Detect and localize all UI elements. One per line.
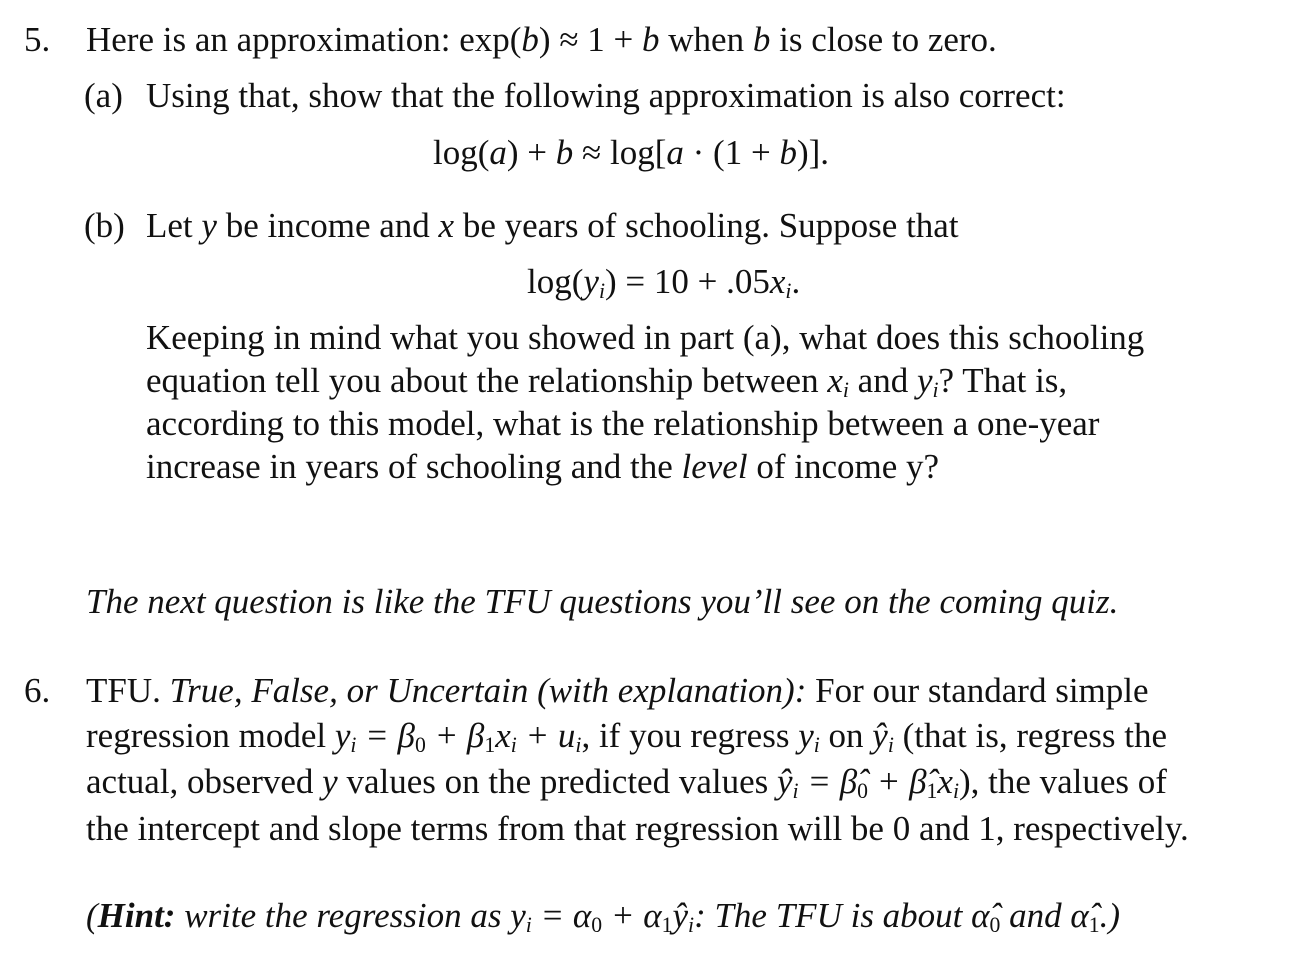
paragraph-text: of income y? bbox=[747, 447, 940, 486]
math-var: a bbox=[489, 133, 507, 172]
eq-text: ) = 10 + .05 bbox=[604, 262, 770, 301]
emphasis-word: level bbox=[681, 447, 748, 486]
q5-intro-text: ) ≈ 1 + bbox=[538, 20, 643, 59]
q5a-equation bbox=[433, 135, 829, 170]
eq-text: ) + bbox=[506, 133, 556, 172]
q5b-text-part: be income and bbox=[216, 206, 439, 245]
math-var: a bbox=[666, 133, 684, 172]
math-var: = α bbox=[531, 896, 592, 935]
math-var: y bbox=[798, 716, 814, 755]
math-subscript: i bbox=[813, 732, 820, 757]
math-subscript: 1 bbox=[484, 732, 496, 757]
q5b-paragraph-line-4 bbox=[146, 449, 939, 484]
q5b-paragraph-line-2 bbox=[146, 361, 1068, 402]
math-subscript: 0 bbox=[989, 912, 1001, 937]
math-var: x bbox=[495, 716, 511, 755]
math-subscript: 1 bbox=[661, 912, 673, 937]
q6-line-2 bbox=[86, 716, 1167, 757]
paragraph-text: equation tell you about the relationship between bbox=[146, 361, 828, 400]
q5b-text bbox=[146, 208, 959, 243]
eq-text: log( bbox=[527, 262, 584, 301]
math-var: + β̂ bbox=[867, 762, 927, 801]
math-var: y bbox=[322, 762, 338, 801]
math-var: + α bbox=[602, 896, 662, 935]
q5b-equation bbox=[527, 262, 801, 303]
eq-text: ≈ log[ bbox=[573, 133, 667, 172]
math-var: b bbox=[752, 20, 771, 59]
q6-number: 6. bbox=[24, 671, 51, 710]
math-var: ŷ bbox=[777, 762, 793, 801]
math-subscript: i bbox=[785, 278, 792, 303]
q5-intro bbox=[86, 22, 997, 57]
q6-text: For our standard simple bbox=[806, 671, 1149, 710]
q5b-text-part: be years of schooling. Suppose that bbox=[454, 206, 959, 245]
q6-text: values on the predicted values bbox=[337, 762, 777, 801]
hint-text: and bbox=[1000, 896, 1071, 935]
q5b-paragraph-line-3: according to this model, what is the relationship between a one-year bbox=[146, 404, 1100, 443]
math-var: α̂ bbox=[1070, 896, 1089, 935]
math-subscript: i bbox=[952, 778, 959, 803]
math-subscript: 1 bbox=[926, 778, 938, 803]
math-var: b bbox=[521, 20, 539, 59]
math-subscript: i bbox=[598, 278, 605, 303]
eq-text: )]. bbox=[796, 133, 830, 172]
math-var: = β̂ bbox=[798, 762, 858, 801]
math-subscript: 0 bbox=[857, 778, 868, 803]
q5-intro-text: Here is an approximation: exp( bbox=[86, 20, 522, 59]
math-var: x bbox=[937, 762, 953, 801]
q5-intro-text: when bbox=[659, 20, 753, 59]
eq-text: . bbox=[791, 262, 801, 301]
q6-text: , if you regress bbox=[581, 716, 799, 755]
paragraph-text: ? That is, bbox=[938, 361, 1068, 400]
hint-text: write the regression as bbox=[175, 896, 511, 935]
math-subscript: i bbox=[688, 912, 695, 937]
hint-text: : The TFU is about bbox=[694, 896, 972, 935]
q6-text: ), the values of bbox=[958, 762, 1167, 801]
math-subscript: i bbox=[575, 732, 582, 757]
math-var: b bbox=[779, 133, 797, 172]
q5-intro-text: is close to zero. bbox=[770, 20, 997, 59]
math-var: + β bbox=[425, 716, 485, 755]
math-var: y bbox=[583, 262, 599, 301]
q6-line-3 bbox=[86, 762, 1167, 803]
hint-label: Hint: bbox=[97, 896, 176, 935]
math-subscript: i bbox=[842, 377, 849, 402]
math-subscript: i bbox=[525, 912, 532, 937]
q6-line-1 bbox=[86, 673, 1149, 708]
eq-text: · (1 + bbox=[683, 133, 780, 172]
math-var: b bbox=[555, 133, 574, 172]
tfu-note: The next question is like the TFU questions you’ll see on the coming quiz. bbox=[86, 582, 1119, 621]
paragraph-text: increase in years of schooling and the bbox=[146, 447, 682, 486]
q6-italic-text: True, False, or Uncertain (with explanation): bbox=[169, 671, 807, 710]
math-var: y bbox=[916, 361, 933, 400]
q5a-label: (a) bbox=[84, 76, 123, 115]
math-subscript: i bbox=[510, 732, 517, 757]
q5b-text-part: Let bbox=[146, 206, 202, 245]
math-var: + u bbox=[516, 716, 576, 755]
math-subscript: i bbox=[350, 732, 357, 757]
eq-text: log( bbox=[433, 133, 490, 172]
q5-number: 5. bbox=[24, 20, 51, 59]
q6-text: TFU. bbox=[86, 671, 170, 710]
math-var: ŷ bbox=[672, 896, 689, 935]
math-subscript: i bbox=[792, 778, 799, 803]
math-var: x bbox=[769, 262, 786, 301]
math-subscript: i bbox=[932, 377, 939, 402]
q5b-paragraph-line-1: Keeping in mind what you showed in part (a), what does this schooling bbox=[146, 318, 1145, 357]
math-var: = β bbox=[356, 716, 415, 755]
math-var: y bbox=[201, 206, 217, 245]
q6-hint bbox=[86, 896, 1121, 937]
q6-line-4: the intercept and slope terms from that regression will be 0 and 1, respectively. bbox=[86, 809, 1189, 848]
math-var: y bbox=[510, 896, 526, 935]
math-var: b bbox=[642, 20, 660, 59]
math-subscript: 1 bbox=[1088, 912, 1100, 937]
q5b-label: (b) bbox=[84, 206, 125, 245]
q6-text: regression model bbox=[86, 716, 335, 755]
paragraph-text: and bbox=[848, 361, 917, 400]
math-var: α̂ bbox=[971, 896, 990, 935]
q6-text: actual, observed bbox=[86, 762, 323, 801]
math-subscript: 0 bbox=[591, 912, 603, 937]
q5a-text: Using that, show that the following approximation is also correct: bbox=[146, 76, 1066, 115]
math-subscript: i bbox=[887, 732, 894, 757]
q6-text: (that is, regress the bbox=[893, 716, 1167, 755]
math-var: y bbox=[334, 716, 351, 755]
q6-text: on bbox=[819, 716, 873, 755]
math-subscript: 0 bbox=[414, 732, 426, 757]
hint-paren: ( bbox=[86, 896, 98, 935]
math-var: ŷ bbox=[872, 716, 888, 755]
hint-text: .) bbox=[1099, 896, 1121, 935]
math-var: x bbox=[438, 206, 455, 245]
math-var: x bbox=[827, 361, 843, 400]
